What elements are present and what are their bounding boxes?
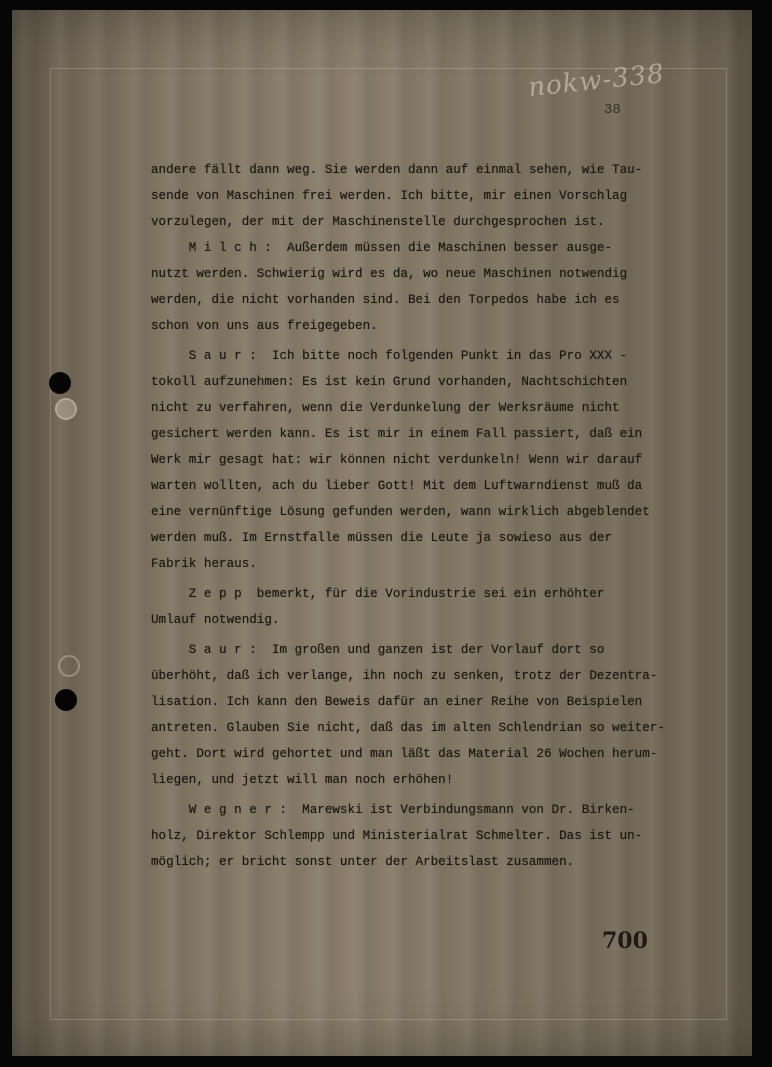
text-line: S a u r : Im großen und ganzen ist der Vorlauf dort so — [151, 643, 605, 657]
text-line: nicht zu verfahren, wenn die Verdunkelung der Werksräume nicht — [151, 401, 620, 415]
text-line: sende von Maschinen frei werden. Ich bitte, mir einen Vorschlag — [151, 189, 628, 203]
paper-sheet — [12, 10, 752, 1056]
text-line: geht. Dort wird gehortet und man läßt das Material 26 Wochen herum- — [151, 747, 658, 761]
text-line: warten wollten, ach du lieber Gott! Mit dem Luftwarndienst muß da — [151, 479, 643, 493]
text-line: antreten. Glauben Sie nicht, daß das im alten Schlendrian so weiter- — [151, 721, 665, 735]
text-line: schon von uns aus freigegeben. — [151, 319, 378, 333]
text-line: nutzt werden. Schwierig wird es da, wo neue Maschinen notwendig — [151, 267, 628, 281]
text-line: möglich; er bricht sonst unter der Arbeitslast zusammen. — [151, 855, 575, 869]
text-line: W e g n e r : Marewski ist Verbindungsmann von Dr. Birken- — [151, 803, 635, 817]
text-line: gesichert werden kann. Es ist mir in einem Fall passiert, daß ein — [151, 427, 643, 441]
text-line: eine vernünftige Lösung gefunden werden, wann wirklich abgeblendet — [151, 505, 650, 519]
text-line: M i l c h : Außerdem müssen die Maschinen besser ausge- — [151, 241, 613, 255]
page-number: 38 — [604, 102, 621, 118]
text-line: holz, Direktor Schlempp und Ministerialrat Schmelter. Das ist un- — [151, 829, 643, 843]
text-line: werden muß. Im Ernstfalle müssen die Leute ja sowieso aus der — [151, 531, 613, 545]
text-line: Z e p p bemerkt, für die Vorindustrie sei ein erhöhter — [151, 587, 605, 601]
text-line: Werk mir gesagt hat: wir können nicht verdunkeln! Wenn wir darauf — [151, 453, 643, 467]
text-line: überhöht, daß ich verlange, ihn noch zu senken, trotz der Dezentra- — [151, 669, 658, 683]
text-line: Umlauf notwendig. — [151, 613, 280, 627]
text-line: vorzulegen, der mit der Maschinenstelle durchgesprochen ist. — [151, 215, 605, 229]
punch-hole — [49, 372, 71, 394]
punch-hole — [55, 689, 77, 711]
document-number: 700 — [602, 928, 648, 954]
text-line: liegen, und jetzt will man noch erhöhen! — [151, 773, 454, 787]
text-line: andere fällt dann weg. Sie werden dann auf einmal sehen, wie Tau- — [151, 163, 643, 177]
punch-hole-mark — [55, 398, 77, 420]
text-line: Fabrik heraus. — [151, 557, 257, 571]
punch-hole-mark — [58, 655, 80, 677]
archive-number: nokw-338 — [526, 58, 667, 104]
text-line: tokoll aufzunehmen: Es ist kein Grund vorhanden, Nachtschichten — [151, 375, 628, 389]
text-line: lisation. Ich kann den Beweis dafür an einer Reihe von Beispielen — [151, 695, 643, 709]
text-line: S a u r : Ich bitte noch folgenden Punkt in das Pro XXX - — [151, 349, 628, 363]
text-line: werden, die nicht vorhanden sind. Bei den Torpedos habe ich es — [151, 293, 620, 307]
